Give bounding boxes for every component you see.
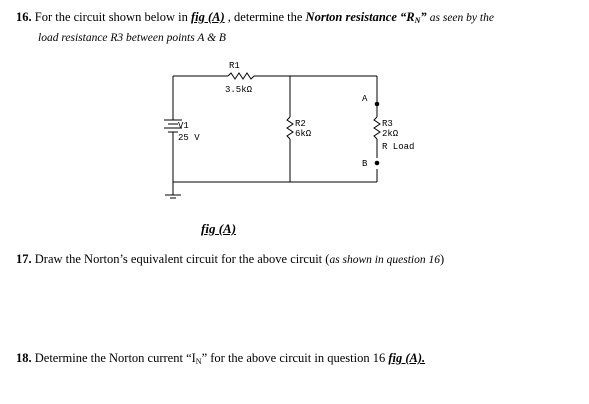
- question-16-text-a: For the circuit shown below in: [34, 10, 188, 24]
- question-18-text-b: ” for the above circuit in question 16: [201, 351, 386, 365]
- r2-name-label: R2: [295, 119, 306, 129]
- r1-name-label: R1: [229, 61, 240, 71]
- question-16-text-b: determine the: [234, 10, 303, 24]
- figure-caption: fig (A): [201, 221, 237, 236]
- r2-value-label: 6kΩ: [295, 129, 312, 139]
- node-b-dot: [375, 161, 380, 166]
- node-b-label: B: [362, 159, 368, 169]
- question-16-text-c: as seen by the: [429, 12, 494, 24]
- r3-name-label: R3: [382, 119, 393, 129]
- question-17-end: ): [439, 252, 445, 266]
- question-16-line2-text: load resistance R3 between points A & B: [38, 32, 226, 44]
- question-16-number: 16.: [16, 10, 32, 24]
- r1-value-label: 3.5kΩ: [225, 85, 253, 95]
- question-18-number: 18.: [16, 351, 32, 365]
- node-a-dot: [375, 102, 380, 107]
- question-16-fig-ref: fig (A): [190, 10, 225, 24]
- question-16-bold-term: Norton resistance “R: [305, 10, 415, 24]
- question-16-bold-end: ”: [420, 10, 427, 24]
- r2-resistor-symbol: [287, 117, 293, 139]
- question-18-text-a: Determine the Norton current “I: [34, 351, 196, 365]
- node-a-label: A: [362, 94, 368, 104]
- question-17-number: 17.: [16, 252, 32, 266]
- v1-name-label: V1: [178, 121, 189, 131]
- question-18-fig-ref: fig (A).: [388, 351, 426, 365]
- question-16-sep: ,: [224, 10, 235, 24]
- question-18: [16, 351, 425, 366]
- v1-value-label: 25 V: [178, 133, 200, 143]
- r3-note-label: R Load: [382, 142, 415, 152]
- question-17: [16, 252, 444, 267]
- r1-resistor-symbol: [228, 73, 254, 79]
- question-16-bold-sub: N: [414, 16, 421, 25]
- question-18-sub: N: [195, 357, 202, 366]
- question-17-italic: as shown in question 16: [329, 254, 440, 266]
- question-17-text: Draw the Norton’s equivalent circuit for the above circuit (: [34, 252, 330, 266]
- r3-value-label: 2kΩ: [382, 129, 399, 139]
- r3-resistor-symbol: [374, 117, 380, 139]
